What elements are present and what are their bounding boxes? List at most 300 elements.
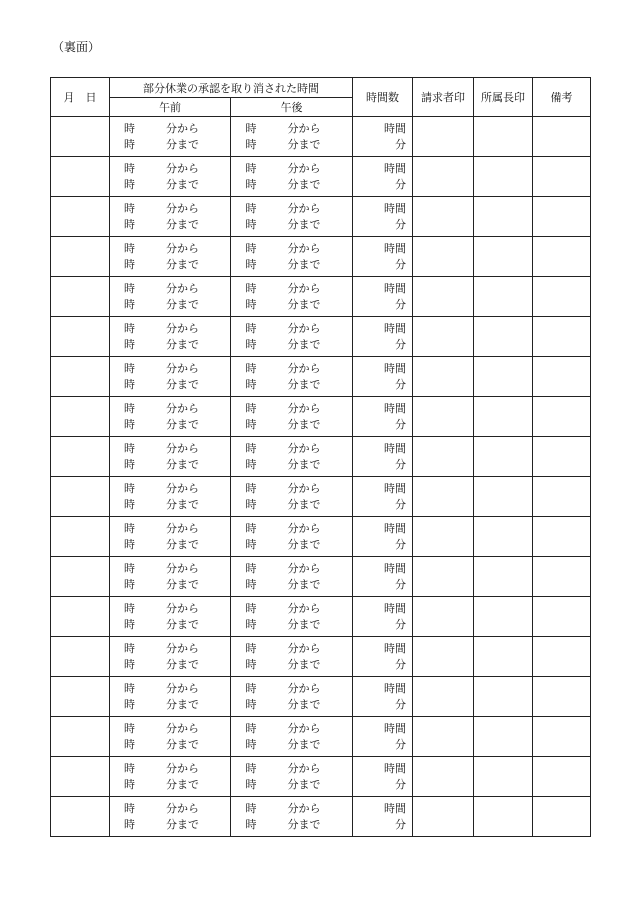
am-to-hour-label: 時 bbox=[124, 458, 135, 471]
requester-seal-cell[interactable] bbox=[413, 597, 474, 637]
am-from-minute-label: 分から bbox=[166, 802, 199, 815]
am-time-cell[interactable] bbox=[110, 597, 231, 637]
dept-head-seal-cell[interactable] bbox=[474, 557, 533, 597]
pm-time-cell[interactable] bbox=[231, 277, 353, 317]
am-time-cell[interactable] bbox=[110, 157, 231, 197]
hours-cell[interactable] bbox=[353, 277, 413, 317]
minutes-unit-label: 分 bbox=[395, 498, 406, 511]
dept-head-seal-cell[interactable] bbox=[474, 437, 533, 477]
header-am bbox=[110, 98, 231, 117]
am-from-hour-label: 時 bbox=[124, 162, 135, 175]
am-to-hour-label: 時 bbox=[124, 578, 135, 591]
pm-time-cell[interactable] bbox=[231, 677, 353, 717]
am-to-minute-label: 分まで bbox=[166, 738, 199, 751]
am-time-cell[interactable] bbox=[110, 357, 231, 397]
minutes-unit-label: 分 bbox=[395, 698, 406, 711]
hours-unit-label: 時間 bbox=[384, 682, 406, 695]
am-from-minute-label: 分から bbox=[166, 402, 199, 415]
date-cell[interactable] bbox=[51, 197, 110, 237]
remarks-cell[interactable] bbox=[533, 397, 591, 437]
dept-head-seal-cell[interactable] bbox=[474, 717, 533, 757]
am-from-minute-label: 分から bbox=[166, 562, 199, 575]
header-dept-head-seal-label: 所属長印 bbox=[481, 91, 525, 104]
requester-seal-cell[interactable] bbox=[413, 197, 474, 237]
am-to-hour-label: 時 bbox=[124, 698, 135, 711]
pm-to-minute-label: 分まで bbox=[287, 138, 321, 151]
pm-to-hour-label: 時 bbox=[245, 418, 257, 431]
hours-unit-label: 時間 bbox=[384, 202, 406, 215]
am-to-minute-label: 分まで bbox=[166, 658, 199, 671]
pm-time-cell[interactable] bbox=[231, 757, 353, 797]
hours-unit-label: 時間 bbox=[384, 562, 406, 575]
pm-to-hour-label: 時 bbox=[245, 258, 257, 271]
table-row bbox=[51, 357, 591, 397]
pm-to-hour-label: 時 bbox=[245, 538, 257, 551]
hours-cell[interactable] bbox=[353, 317, 413, 357]
table-row bbox=[51, 317, 591, 357]
am-time-cell[interactable] bbox=[110, 717, 231, 757]
hours-cell[interactable] bbox=[353, 557, 413, 597]
remarks-cell[interactable] bbox=[533, 597, 591, 637]
minutes-unit-label: 分 bbox=[395, 578, 406, 591]
am-time-cell[interactable] bbox=[110, 117, 231, 157]
am-to-hour-label: 時 bbox=[124, 498, 135, 511]
dept-head-seal-cell[interactable] bbox=[474, 117, 533, 157]
dept-head-seal-cell[interactable] bbox=[474, 477, 533, 517]
table-row bbox=[51, 157, 591, 197]
am-from-hour-label: 時 bbox=[124, 762, 135, 775]
requester-seal-cell[interactable] bbox=[413, 637, 474, 677]
hours-cell[interactable] bbox=[353, 597, 413, 637]
am-time-cell[interactable] bbox=[110, 517, 231, 557]
hours-unit-label: 時間 bbox=[384, 642, 406, 655]
pm-to-minute-label: 分まで bbox=[287, 818, 321, 831]
am-to-hour-label: 時 bbox=[124, 378, 135, 391]
pm-from-minute-label: 分から bbox=[287, 682, 321, 695]
dept-head-seal-cell[interactable] bbox=[474, 517, 533, 557]
requester-seal-cell[interactable] bbox=[413, 117, 474, 157]
remarks-cell[interactable] bbox=[533, 357, 591, 397]
requester-seal-cell[interactable] bbox=[413, 477, 474, 517]
date-cell[interactable] bbox=[51, 317, 110, 357]
table-row bbox=[51, 717, 591, 757]
hours-cell[interactable] bbox=[353, 437, 413, 477]
am-time-cell[interactable] bbox=[110, 557, 231, 597]
pm-to-minute-label: 分まで bbox=[287, 458, 321, 471]
dept-head-seal-cell[interactable] bbox=[474, 317, 533, 357]
remarks-cell[interactable] bbox=[533, 637, 591, 677]
date-cell[interactable] bbox=[51, 117, 110, 157]
header-hours bbox=[353, 78, 413, 117]
requester-seal-cell[interactable] bbox=[413, 557, 474, 597]
am-time-cell[interactable] bbox=[110, 677, 231, 717]
requester-seal-cell[interactable] bbox=[413, 397, 474, 437]
remarks-cell[interactable] bbox=[533, 477, 591, 517]
header-requester-seal-label: 請求者印 bbox=[421, 91, 465, 104]
am-to-minute-label: 分まで bbox=[166, 298, 199, 311]
am-to-hour-label: 時 bbox=[124, 138, 135, 151]
am-from-hour-label: 時 bbox=[124, 602, 135, 615]
pm-time-cell[interactable] bbox=[231, 637, 353, 677]
pm-from-hour-label: 時 bbox=[245, 442, 257, 455]
remarks-cell[interactable] bbox=[533, 117, 591, 157]
pm-from-hour-label: 時 bbox=[245, 362, 257, 375]
date-cell[interactable] bbox=[51, 757, 110, 797]
date-cell[interactable] bbox=[51, 677, 110, 717]
pm-to-hour-label: 時 bbox=[245, 338, 257, 351]
hours-cell[interactable] bbox=[353, 797, 413, 837]
table-row bbox=[51, 117, 591, 157]
hours-unit-label: 時間 bbox=[384, 522, 406, 535]
am-to-minute-label: 分まで bbox=[166, 618, 199, 631]
table-body bbox=[51, 117, 591, 837]
am-from-minute-label: 分から bbox=[166, 762, 199, 775]
minutes-unit-label: 分 bbox=[395, 378, 406, 391]
pm-from-minute-label: 分から bbox=[287, 562, 321, 575]
date-cell[interactable] bbox=[51, 797, 110, 837]
pm-from-hour-label: 時 bbox=[245, 202, 257, 215]
dept-head-seal-cell[interactable] bbox=[474, 277, 533, 317]
date-cell[interactable] bbox=[51, 357, 110, 397]
pm-time-cell[interactable] bbox=[231, 397, 353, 437]
pm-to-minute-label: 分まで bbox=[287, 338, 321, 351]
am-from-hour-label: 時 bbox=[124, 322, 135, 335]
pm-from-hour-label: 時 bbox=[245, 242, 257, 255]
am-time-cell[interactable] bbox=[110, 437, 231, 477]
pm-to-minute-label: 分まで bbox=[287, 258, 321, 271]
am-from-minute-label: 分から bbox=[166, 282, 199, 295]
am-time-cell[interactable] bbox=[110, 757, 231, 797]
requester-seal-cell[interactable] bbox=[413, 317, 474, 357]
pm-time-cell[interactable] bbox=[231, 157, 353, 197]
minutes-unit-label: 分 bbox=[395, 138, 406, 151]
hours-cell[interactable] bbox=[353, 197, 413, 237]
pm-time-cell[interactable] bbox=[231, 557, 353, 597]
pm-to-minute-label: 分まで bbox=[287, 698, 321, 711]
header-requester-seal bbox=[413, 78, 474, 117]
pm-from-hour-label: 時 bbox=[245, 522, 257, 535]
minutes-unit-label: 分 bbox=[395, 298, 406, 311]
hours-unit-label: 時間 bbox=[384, 162, 406, 175]
am-time-cell[interactable] bbox=[110, 277, 231, 317]
hours-cell[interactable] bbox=[353, 637, 413, 677]
am-from-minute-label: 分から bbox=[166, 322, 199, 335]
pm-time-cell[interactable] bbox=[231, 717, 353, 757]
am-to-hour-label: 時 bbox=[124, 418, 135, 431]
requester-seal-cell[interactable] bbox=[413, 277, 474, 317]
pm-to-hour-label: 時 bbox=[245, 738, 257, 751]
pm-from-hour-label: 時 bbox=[245, 322, 257, 335]
pm-time-cell[interactable] bbox=[231, 517, 353, 557]
pm-to-hour-label: 時 bbox=[245, 618, 257, 631]
am-from-hour-label: 時 bbox=[124, 202, 135, 215]
hours-cell[interactable] bbox=[353, 717, 413, 757]
hours-unit-label: 時間 bbox=[384, 402, 406, 415]
date-cell[interactable] bbox=[51, 237, 110, 277]
requester-seal-cell[interactable] bbox=[413, 157, 474, 197]
requester-seal-cell[interactable] bbox=[413, 797, 474, 837]
pm-from-hour-label: 時 bbox=[245, 482, 257, 495]
dept-head-seal-cell[interactable] bbox=[474, 157, 533, 197]
hours-unit-label: 時間 bbox=[384, 122, 406, 135]
am-time-cell[interactable] bbox=[110, 477, 231, 517]
pm-from-hour-label: 時 bbox=[245, 162, 257, 175]
pm-time-cell[interactable] bbox=[231, 237, 353, 277]
hours-cell[interactable] bbox=[353, 237, 413, 277]
minutes-unit-label: 分 bbox=[395, 418, 406, 431]
pm-from-minute-label: 分から bbox=[287, 482, 321, 495]
table-row bbox=[51, 237, 591, 277]
pm-from-hour-label: 時 bbox=[245, 402, 257, 415]
am-to-hour-label: 時 bbox=[124, 658, 135, 671]
hours-cell[interactable] bbox=[353, 157, 413, 197]
hours-cell[interactable] bbox=[353, 757, 413, 797]
requester-seal-cell[interactable] bbox=[413, 677, 474, 717]
minutes-unit-label: 分 bbox=[395, 218, 406, 231]
am-to-minute-label: 分まで bbox=[166, 458, 199, 471]
date-cell[interactable] bbox=[51, 557, 110, 597]
am-from-minute-label: 分から bbox=[166, 522, 199, 535]
pm-to-minute-label: 分まで bbox=[287, 738, 321, 751]
am-from-hour-label: 時 bbox=[124, 122, 135, 135]
header-cancelled-time bbox=[110, 78, 353, 98]
pm-to-hour-label: 時 bbox=[245, 298, 257, 311]
requester-seal-cell[interactable] bbox=[413, 757, 474, 797]
dept-head-seal-cell[interactable] bbox=[474, 677, 533, 717]
pm-to-minute-label: 分まで bbox=[287, 218, 321, 231]
am-from-minute-label: 分から bbox=[166, 442, 199, 455]
pm-to-hour-label: 時 bbox=[245, 378, 257, 391]
pm-time-cell[interactable] bbox=[231, 797, 353, 837]
table-row bbox=[51, 797, 591, 837]
hours-unit-label: 時間 bbox=[384, 802, 406, 815]
partial-leave-cancellation-table bbox=[50, 77, 591, 837]
hours-cell[interactable] bbox=[353, 477, 413, 517]
am-to-minute-label: 分まで bbox=[166, 818, 199, 831]
dept-head-seal-cell[interactable] bbox=[474, 637, 533, 677]
requester-seal-cell[interactable] bbox=[413, 717, 474, 757]
pm-time-cell[interactable] bbox=[231, 437, 353, 477]
remarks-cell[interactable] bbox=[533, 517, 591, 557]
am-time-cell[interactable] bbox=[110, 237, 231, 277]
minutes-unit-label: 分 bbox=[395, 658, 406, 671]
pm-to-minute-label: 分まで bbox=[287, 178, 321, 191]
hours-unit-label: 時間 bbox=[384, 362, 406, 375]
date-cell[interactable] bbox=[51, 517, 110, 557]
hours-unit-label: 時間 bbox=[384, 482, 406, 495]
requester-seal-cell[interactable] bbox=[413, 237, 474, 277]
pm-to-minute-label: 分まで bbox=[287, 658, 321, 671]
am-to-hour-label: 時 bbox=[124, 618, 135, 631]
am-from-minute-label: 分から bbox=[166, 242, 199, 255]
pm-time-cell[interactable] bbox=[231, 197, 353, 237]
am-time-cell[interactable] bbox=[110, 397, 231, 437]
am-from-minute-label: 分から bbox=[166, 642, 199, 655]
am-to-minute-label: 分まで bbox=[166, 338, 199, 351]
pm-to-hour-label: 時 bbox=[245, 578, 257, 591]
am-to-minute-label: 分まで bbox=[166, 378, 199, 391]
am-to-minute-label: 分まで bbox=[166, 138, 199, 151]
am-to-hour-label: 時 bbox=[124, 258, 135, 271]
dept-head-seal-cell[interactable] bbox=[474, 357, 533, 397]
pm-time-cell[interactable] bbox=[231, 597, 353, 637]
remarks-cell[interactable] bbox=[533, 277, 591, 317]
pm-from-minute-label: 分から bbox=[287, 122, 321, 135]
header-month-day-label: 月 日 bbox=[63, 91, 97, 104]
pm-time-cell[interactable] bbox=[231, 317, 353, 357]
remarks-cell[interactable] bbox=[533, 757, 591, 797]
pm-from-hour-label: 時 bbox=[245, 602, 257, 615]
remarks-cell[interactable] bbox=[533, 677, 591, 717]
am-to-minute-label: 分まで bbox=[166, 698, 199, 711]
am-to-hour-label: 時 bbox=[124, 298, 135, 311]
date-cell[interactable] bbox=[51, 637, 110, 677]
header-cancelled-time-label: 部分休業の承認を取り消された時間 bbox=[143, 81, 319, 95]
hours-unit-label: 時間 bbox=[384, 282, 406, 295]
am-to-minute-label: 分まで bbox=[166, 258, 199, 271]
am-time-cell[interactable] bbox=[110, 197, 231, 237]
dept-head-seal-cell[interactable] bbox=[474, 597, 533, 637]
remarks-cell[interactable] bbox=[533, 797, 591, 837]
pm-time-cell[interactable] bbox=[231, 117, 353, 157]
am-from-hour-label: 時 bbox=[124, 522, 135, 535]
table-row bbox=[51, 277, 591, 317]
date-cell[interactable] bbox=[51, 477, 110, 517]
remarks-cell[interactable] bbox=[533, 317, 591, 357]
am-from-hour-label: 時 bbox=[124, 722, 135, 735]
header-month-day bbox=[51, 78, 110, 117]
minutes-unit-label: 分 bbox=[395, 618, 406, 631]
am-to-hour-label: 時 bbox=[124, 778, 135, 791]
am-time-cell[interactable] bbox=[110, 797, 231, 837]
am-from-minute-label: 分から bbox=[166, 202, 199, 215]
am-to-hour-label: 時 bbox=[124, 178, 135, 191]
pm-from-minute-label: 分から bbox=[287, 722, 321, 735]
table-row bbox=[51, 637, 591, 677]
am-to-hour-label: 時 bbox=[124, 818, 135, 831]
header-remarks-label: 備考 bbox=[550, 91, 573, 104]
requester-seal-cell[interactable] bbox=[413, 357, 474, 397]
header-hours-label: 時間数 bbox=[366, 91, 399, 104]
am-from-hour-label: 時 bbox=[124, 242, 135, 255]
hours-unit-label: 時間 bbox=[384, 322, 406, 335]
am-time-cell[interactable] bbox=[110, 637, 231, 677]
date-cell[interactable] bbox=[51, 717, 110, 757]
remarks-cell[interactable] bbox=[533, 557, 591, 597]
hours-cell[interactable] bbox=[353, 397, 413, 437]
dept-head-seal-cell[interactable] bbox=[474, 757, 533, 797]
am-from-minute-label: 分から bbox=[166, 482, 199, 495]
pm-time-cell[interactable] bbox=[231, 477, 353, 517]
table-row bbox=[51, 757, 591, 797]
am-time-cell[interactable] bbox=[110, 317, 231, 357]
date-cell[interactable] bbox=[51, 397, 110, 437]
dept-head-seal-cell[interactable] bbox=[474, 797, 533, 837]
hours-unit-label: 時間 bbox=[384, 722, 406, 735]
am-to-minute-label: 分まで bbox=[166, 778, 199, 791]
pm-from-minute-label: 分から bbox=[287, 762, 321, 775]
pm-from-hour-label: 時 bbox=[245, 122, 257, 135]
minutes-unit-label: 分 bbox=[395, 178, 406, 191]
requester-seal-cell[interactable] bbox=[413, 517, 474, 557]
pm-from-minute-label: 分から bbox=[287, 522, 321, 535]
hours-cell[interactable] bbox=[353, 117, 413, 157]
pm-from-minute-label: 分から bbox=[287, 322, 321, 335]
pm-to-hour-label: 時 bbox=[245, 498, 257, 511]
table-row bbox=[51, 397, 591, 437]
dept-head-seal-cell[interactable] bbox=[474, 197, 533, 237]
date-cell[interactable] bbox=[51, 277, 110, 317]
am-from-hour-label: 時 bbox=[124, 482, 135, 495]
date-cell[interactable] bbox=[51, 437, 110, 477]
am-to-minute-label: 分まで bbox=[166, 538, 199, 551]
dept-head-seal-cell[interactable] bbox=[474, 397, 533, 437]
am-to-minute-label: 分まで bbox=[166, 418, 199, 431]
pm-to-hour-label: 時 bbox=[245, 138, 257, 151]
requester-seal-cell[interactable] bbox=[413, 437, 474, 477]
minutes-unit-label: 分 bbox=[395, 458, 406, 471]
am-from-minute-label: 分から bbox=[166, 162, 199, 175]
pm-from-hour-label: 時 bbox=[245, 682, 257, 695]
date-cell[interactable] bbox=[51, 157, 110, 197]
pm-to-minute-label: 分まで bbox=[287, 778, 321, 791]
hours-unit-label: 時間 bbox=[384, 442, 406, 455]
pm-to-hour-label: 時 bbox=[245, 218, 257, 231]
hours-unit-label: 時間 bbox=[384, 762, 406, 775]
am-from-minute-label: 分から bbox=[166, 602, 199, 615]
hours-cell[interactable] bbox=[353, 357, 413, 397]
pm-time-cell[interactable] bbox=[231, 357, 353, 397]
pm-to-minute-label: 分まで bbox=[287, 498, 321, 511]
table-row bbox=[51, 597, 591, 637]
table-row bbox=[51, 437, 591, 477]
am-from-minute-label: 分から bbox=[166, 722, 199, 735]
header-dept-head-seal bbox=[474, 78, 533, 117]
am-to-minute-label: 分まで bbox=[166, 578, 199, 591]
hours-cell[interactable] bbox=[353, 517, 413, 557]
pm-to-hour-label: 時 bbox=[245, 458, 257, 471]
pm-from-hour-label: 時 bbox=[245, 722, 257, 735]
pm-to-minute-label: 分まで bbox=[287, 418, 321, 431]
minutes-unit-label: 分 bbox=[395, 738, 406, 751]
remarks-cell[interactable] bbox=[533, 197, 591, 237]
pm-from-minute-label: 分から bbox=[287, 242, 321, 255]
am-from-hour-label: 時 bbox=[124, 402, 135, 415]
am-from-hour-label: 時 bbox=[124, 282, 135, 295]
am-from-minute-label: 分から bbox=[166, 122, 199, 135]
remarks-cell[interactable] bbox=[533, 237, 591, 277]
header-pm-label: 午後 bbox=[280, 101, 303, 114]
pm-from-minute-label: 分から bbox=[287, 802, 321, 815]
am-to-minute-label: 分まで bbox=[166, 178, 199, 191]
remarks-cell[interactable] bbox=[533, 157, 591, 197]
pm-to-minute-label: 分まで bbox=[287, 298, 321, 311]
hours-cell[interactable] bbox=[353, 677, 413, 717]
remarks-cell[interactable] bbox=[533, 717, 591, 757]
pm-from-minute-label: 分から bbox=[287, 402, 321, 415]
remarks-cell[interactable] bbox=[533, 437, 591, 477]
pm-from-hour-label: 時 bbox=[245, 762, 257, 775]
table-row bbox=[51, 677, 591, 717]
dept-head-seal-cell[interactable] bbox=[474, 237, 533, 277]
am-to-hour-label: 時 bbox=[124, 218, 135, 231]
date-cell[interactable] bbox=[51, 597, 110, 637]
pm-from-minute-label: 分から bbox=[287, 362, 321, 375]
minutes-unit-label: 分 bbox=[395, 338, 406, 351]
header-remarks bbox=[533, 78, 591, 117]
pm-to-minute-label: 分まで bbox=[287, 578, 321, 591]
pm-from-minute-label: 分から bbox=[287, 642, 321, 655]
